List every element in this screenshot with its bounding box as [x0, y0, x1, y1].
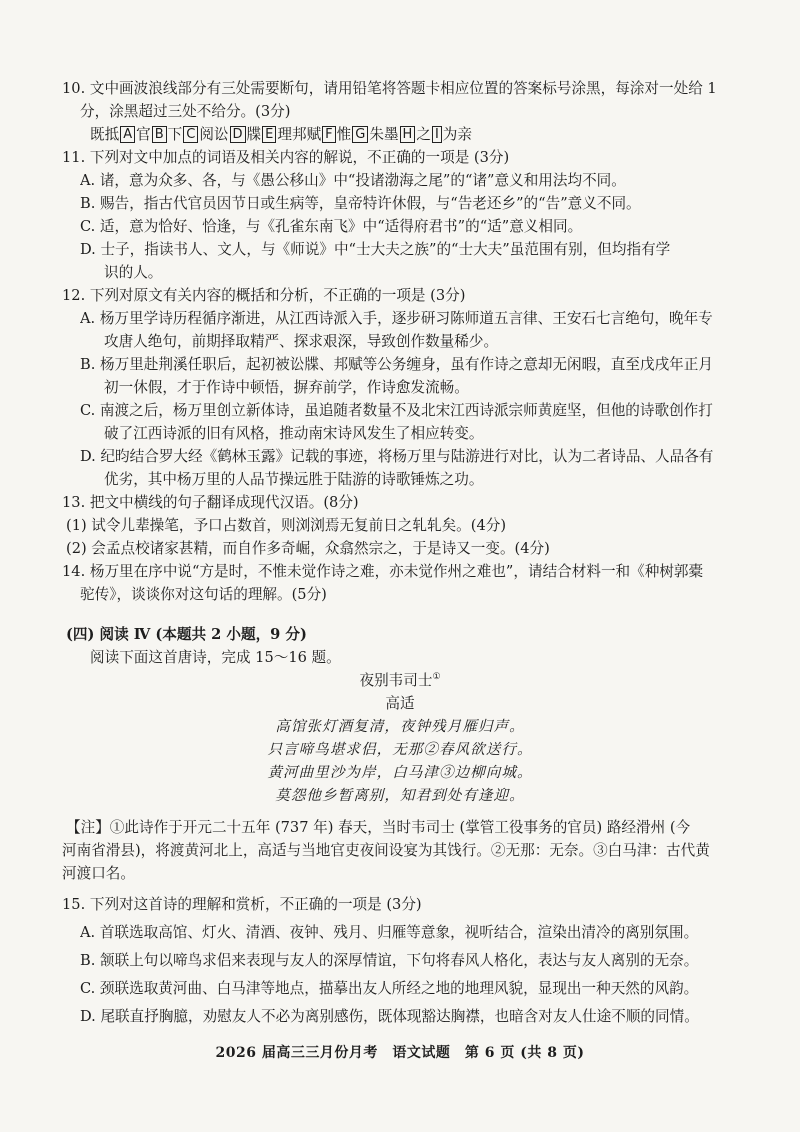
poem-line-4: 莫怨他乡暂离别，知君到处有逢迎。 [275, 787, 525, 804]
q13-sentence-2: (2) 会孟点校诸家甚精，而自作多奇崛，众翕然宗之，于是诗又一变。(4分) [66, 540, 550, 557]
poem-title-text: 夜别韦司士 [359, 672, 433, 689]
q10-break-option-box[interactable]: I [432, 126, 442, 143]
q15-option-c: C. 颈联选取黄河曲、白马津等地点，描摹出友人所经之地的地理风貌，显现出一种天然的风韵。 [80, 980, 699, 997]
poem-line-1: 高馆张灯酒复清，夜钟残月雁归声。 [275, 718, 525, 735]
poem-line-3: 黄河曲里沙为岸，白马津③边柳向城。 [267, 764, 533, 781]
q10-break-option-box[interactable]: B [152, 126, 167, 143]
q12-option-a-line1: A. 杨万里学诗历程循序渐进，从江西诗派入手，逐步研习陈师道五言律、王安石七言绝句，晚年专 [80, 310, 713, 327]
poem-note-line1: 【注】①此诗作于开元二十五年 (737 年) 春天，当时韦司士 (掌管工役事务的官员) 路经滑州 (今 [66, 819, 691, 836]
q10-break-option-box[interactable]: F [322, 126, 335, 143]
q11-option-b: B. 赐告，指古代官员因节日或生病等，皇帝特许休假，与“告老还乡”的“告”意义不同。 [80, 195, 641, 212]
poem-author: 高适 [385, 695, 415, 712]
q10-break-option-box[interactable]: E [262, 126, 276, 143]
q10-segment-text: 牒 [246, 126, 262, 143]
q11-option-d-line1: D. 士子，指读书人、文人，与《师说》中“士大夫之族”的“士大夫”虽范围有别，但均指有学 [80, 241, 671, 258]
q10-break-option-box[interactable]: H [400, 126, 416, 143]
q12-option-b-line1: B. 杨万里赴荆溪任职后，起初被讼牒、邦赋等公务缠身，虽有作诗之意却无闲暇，直至戊戌年正月 [80, 356, 713, 373]
section-4-intro: 阅读下面这首唐诗，完成 15～16 题。 [90, 649, 341, 666]
q10-segment-text: 既抵 [90, 126, 120, 143]
q14-stem-line1: 14. 杨万里在序中说“方是时，不惟未觉作诗之难，亦未觉作州之难也”，请结合材料一和《种树郭橐 [62, 563, 704, 580]
q10-break-option-box[interactable]: C [183, 126, 198, 143]
q11-option-a: A. 诸，意为众多、各，与《愚公移山》中“投诸渤海之尾”的“诸”意义和用法均不同。 [80, 172, 626, 189]
page-footer: 2026 届高三三月份月考 语文试题 第 6 页 (共 8 页) [215, 1045, 585, 1061]
q10-segment-text: 为亲 [442, 126, 472, 143]
q10-segment-options [90, 124, 472, 146]
q11-option-c: C. 适，意为恰好、恰逢，与《孔雀东南飞》中“适得府君书”的“适”意义相同。 [80, 218, 583, 235]
poem-note-line3: 河渡口名。 [62, 865, 135, 882]
q13-stem: 13. 把文中横线的句子翻译成现代汉语。(8分) [62, 494, 359, 511]
q11-option-d-line2: 识的人。 [104, 264, 163, 281]
q10-segment-text: 惟 [336, 126, 352, 143]
q12-option-a-line2: 攻唐人绝句，前期择取精严、探求艰深，导致创作数量稀少。 [104, 333, 499, 350]
q10-break-option-box[interactable]: A [120, 126, 135, 143]
q10-segment-text: 官 [136, 126, 151, 143]
q12-option-d-line1: D. 纪昀结合罗大经《鹤林玉露》记载的事迹，将杨万里与陆游进行对比，认为二者诗品、人品各有 [80, 448, 714, 465]
q10-break-option-box[interactable]: G [352, 126, 368, 143]
q10-segment-text: 朱墨 [369, 126, 399, 143]
q15-option-b: B. 颔联上句以啼鸟求侣来表现与友人的深厚情谊，下句将春风人格化，表达与友人离别的无奈。 [80, 952, 699, 969]
q10-stem-line2: 分，涂黑超过三处不给分。(3分) [80, 103, 291, 120]
q15-option-a: A. 首联选取高馆、灯火、清酒、夜钟、残月、归雁等意象，视听结合，渲染出清冷的离别氛围。 [80, 924, 699, 941]
q12-stem: 12. 下列对原文有关内容的概括和分析，不正确的一项是 (3分) [62, 287, 466, 304]
section-4-title: (四) 阅读 Ⅳ (本题共 2 小题，9 分) [66, 626, 307, 643]
q10-segment-text: 理邦赋 [277, 126, 322, 143]
poem-line-2: 只言啼鸟堪求侣，无那②春风欲送行。 [267, 741, 533, 758]
q10-break-option-box[interactable]: D [230, 126, 246, 143]
poem-note-line2: 河南省滑县)，将渡黄河北上，高适与当地官吏夜间设宴为其饯行。②无那：无奈。③白马津：古代黄 [62, 842, 710, 859]
q12-option-c-line1: C. 南渡之后，杨万里创立新体诗，虽追随者数量不及北宋江西诗派宗师黄庭坚，但他的诗歌创作打 [80, 402, 713, 419]
q12-option-b-line2: 初一休假，才于作诗中顿悟，摒弃前学，作诗愈发流畅。 [104, 379, 469, 396]
q14-stem-line2: 驼传》，谈谈你对这句话的理解。(5分) [80, 586, 327, 603]
q10-segment-text: 阅讼 [199, 126, 229, 143]
q12-option-c-line2: 破了江西诗派的旧有风格，推动南宋诗风发生了相应转变。 [104, 425, 484, 442]
poem-title [0, 670, 800, 692]
q10-segment-text: 下 [167, 126, 183, 143]
q10-segment-text: 之 [416, 126, 431, 143]
q12-option-d-line2: 优劣，其中杨万里的人品节操远胜于陆游的诗歌锤炼之功。 [104, 471, 484, 488]
q15-option-d: D. 尾联直抒胸臆，劝慰友人不必为离别感伤，既体现豁达胸襟，也暗含对友人仕途不顺的同情。 [80, 1008, 699, 1025]
q15-stem: 15. 下列对这首诗的理解和赏析，不正确的一项是 (3分) [62, 896, 422, 913]
q13-sentence-1: (1) 试令儿辈操笔，予口占数首，则浏浏焉无复前日之轧轧矣。(4分) [66, 517, 507, 534]
poem-title-note-mark: ① [432, 672, 441, 683]
q11-stem: 11. 下列对文中加点的词语及相关内容的解说，不正确的一项是 (3分) [62, 149, 510, 166]
q10-stem-line1: 10. 文中画波浪线部分有三处需要断句，请用铅笔将答题卡相应位置的答案标号涂黑，每涂对一处给 1 [62, 80, 717, 97]
